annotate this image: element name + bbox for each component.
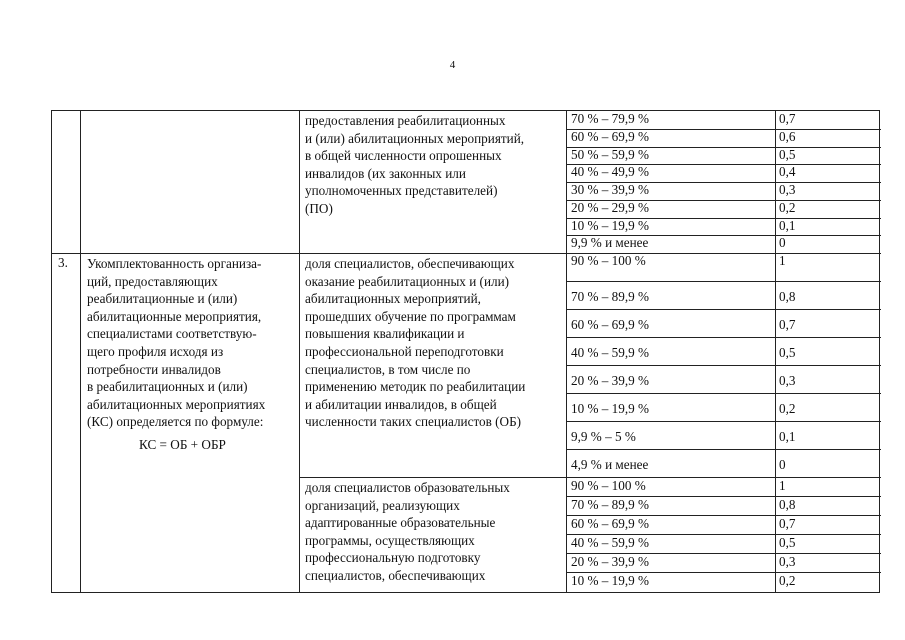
grade-score: 0 bbox=[779, 235, 786, 251]
grade-range: 30 % – 39,9 % bbox=[571, 182, 650, 197]
grade-score: 0,3 bbox=[779, 182, 796, 197]
grade-score: 0,4 bbox=[779, 164, 796, 180]
grade-range: 70 % – 89,9 % bbox=[571, 289, 650, 304]
indicator-text-line: доля специалистов, обеспечивающих bbox=[305, 256, 515, 271]
indicator-text-line: прошедших обучение по программам bbox=[305, 308, 516, 324]
grade-range: 4,9 % и менее bbox=[571, 457, 649, 472]
grade-score: 0,7 bbox=[779, 111, 796, 126]
grade-divider bbox=[566, 449, 881, 450]
grade-divider bbox=[566, 365, 881, 366]
grade-range: 10 % – 19,9 % bbox=[571, 401, 650, 416]
indicator-text-line: инвалидов (их законных или bbox=[305, 165, 466, 181]
grade-range: 60 % – 69,9 % bbox=[571, 128, 650, 144]
formula: КС = ОБ + ОБР bbox=[139, 437, 226, 452]
grade-range: 60 % – 69,9 % bbox=[571, 317, 650, 332]
indicator-text-line: уполномоченных представителей) bbox=[305, 183, 498, 199]
grade-divider bbox=[566, 337, 881, 338]
criterion-text-line: ций, предоставляющих bbox=[87, 273, 218, 289]
criterion-text-line: (КС) определяется по формуле: bbox=[87, 414, 264, 430]
criterion-text-line: абилитационные мероприятия, bbox=[87, 308, 262, 324]
grade-range: 50 % – 59,9 % bbox=[571, 146, 650, 162]
grade-divider bbox=[566, 309, 881, 310]
col-divider-indicator bbox=[566, 111, 567, 592]
grade-score: 0,2 bbox=[779, 199, 796, 215]
grade-score: 0,1 bbox=[779, 429, 796, 444]
col-divider-number bbox=[80, 111, 81, 592]
grade-score: 0,7 bbox=[779, 317, 796, 332]
indicator-text-line: программы, осуществляющих bbox=[305, 532, 475, 548]
indicator-text-line: организаций, реализующих bbox=[305, 497, 460, 513]
grade-score: 0,2 bbox=[779, 401, 796, 416]
grade-score: 0,5 bbox=[779, 345, 796, 360]
grade-divider bbox=[566, 393, 881, 394]
criterion-text-line: в реабилитационных и (или) bbox=[87, 379, 248, 395]
grade-range: 40 % – 59,9 % bbox=[571, 535, 650, 550]
grade-score: 0,1 bbox=[779, 217, 796, 233]
grade-score: 0,6 bbox=[779, 128, 796, 144]
grade-score: 0,5 bbox=[779, 146, 796, 162]
grade-range: 60 % – 69,9 % bbox=[571, 516, 650, 531]
grade-range: 90 % – 100 % bbox=[571, 478, 646, 493]
indicator-text-line: оказание реабилитационных и (или) bbox=[305, 273, 510, 289]
grade-score: 0,5 bbox=[779, 535, 796, 550]
grade-score: 0,7 bbox=[779, 516, 796, 531]
grade-score: 0,3 bbox=[779, 373, 796, 388]
indicator-text-line: (ПО) bbox=[305, 201, 333, 216]
grade-range: 9,9 % – 5 % bbox=[571, 429, 636, 444]
criteria-table bbox=[51, 110, 880, 593]
indicator-text-line: в общей численности опрошенных bbox=[305, 148, 502, 164]
indicator-text-line: повышения квалификации и bbox=[305, 326, 465, 342]
grade-range: 10 % – 19,9 % bbox=[571, 217, 650, 233]
grade-range: 70 % – 89,9 % bbox=[571, 497, 650, 512]
row-divider-3 bbox=[52, 253, 881, 254]
criterion-text-line: специалистами соответствую- bbox=[87, 326, 257, 342]
grade-range: 40 % – 59,9 % bbox=[571, 345, 650, 360]
grade-score: 0,8 bbox=[779, 289, 796, 304]
indicator-text-line: предоставления реабилитационных bbox=[305, 113, 506, 128]
indicator-text-line: доля специалистов образовательных bbox=[305, 480, 510, 495]
grade-score: 0 bbox=[779, 457, 786, 472]
grade-range: 10 % – 19,9 % bbox=[571, 573, 650, 588]
grade-range: 9,9 % и менее bbox=[571, 235, 649, 251]
grade-range: 70 % – 79,9 % bbox=[571, 111, 650, 126]
indicator-text-line: профессиональной переподготовки bbox=[305, 344, 504, 359]
indicator-text-line: и абилитации инвалидов, в общей bbox=[305, 396, 497, 412]
grade-score: 1 bbox=[779, 253, 786, 268]
grade-range: 20 % – 29,9 % bbox=[571, 199, 650, 215]
grade-range: 20 % – 39,9 % bbox=[571, 554, 650, 569]
row-number: 3. bbox=[58, 255, 68, 270]
indicator-text-line: и (или) абилитационных мероприятий, bbox=[305, 130, 525, 146]
indicator-text-line: применению методик по реабилитации bbox=[305, 379, 526, 395]
criterion-text-line: щего профиля исходя из bbox=[87, 344, 224, 359]
grade-score: 0,3 bbox=[779, 554, 796, 569]
indicator-text-line: абилитационных мероприятий, bbox=[305, 291, 481, 307]
grade-divider bbox=[566, 421, 881, 422]
criterion-text-line: абилитационных мероприятиях bbox=[87, 396, 266, 412]
criterion-text-line: реабилитационные и (или) bbox=[87, 291, 238, 307]
criterion-text-line: Укомплектованность организа- bbox=[87, 256, 262, 271]
page-number: 4 bbox=[449, 59, 456, 71]
col-divider-range bbox=[775, 111, 776, 592]
criterion-text-line: потребности инвалидов bbox=[87, 361, 221, 377]
grade-range: 40 % – 49,9 % bbox=[571, 164, 650, 180]
indicator-text-line: профессиональную подготовку bbox=[305, 550, 481, 566]
grade-range: 20 % – 39,9 % bbox=[571, 373, 650, 388]
grade-score: 0,2 bbox=[779, 573, 796, 588]
grade-score: 0,8 bbox=[779, 497, 796, 512]
col-divider-criterion bbox=[299, 111, 300, 592]
grade-range: 90 % – 100 % bbox=[571, 253, 646, 268]
grade-score: 1 bbox=[779, 478, 786, 493]
indicator-text-line: численности таких специалистов (ОБ) bbox=[305, 414, 522, 430]
grade-divider bbox=[566, 281, 881, 282]
indicator-text-line: специалистов, в том числе по bbox=[305, 361, 471, 377]
indicator-text-line: адаптированные образовательные bbox=[305, 515, 496, 531]
indicator-text-line: специалистов, обеспечивающих bbox=[305, 568, 486, 583]
